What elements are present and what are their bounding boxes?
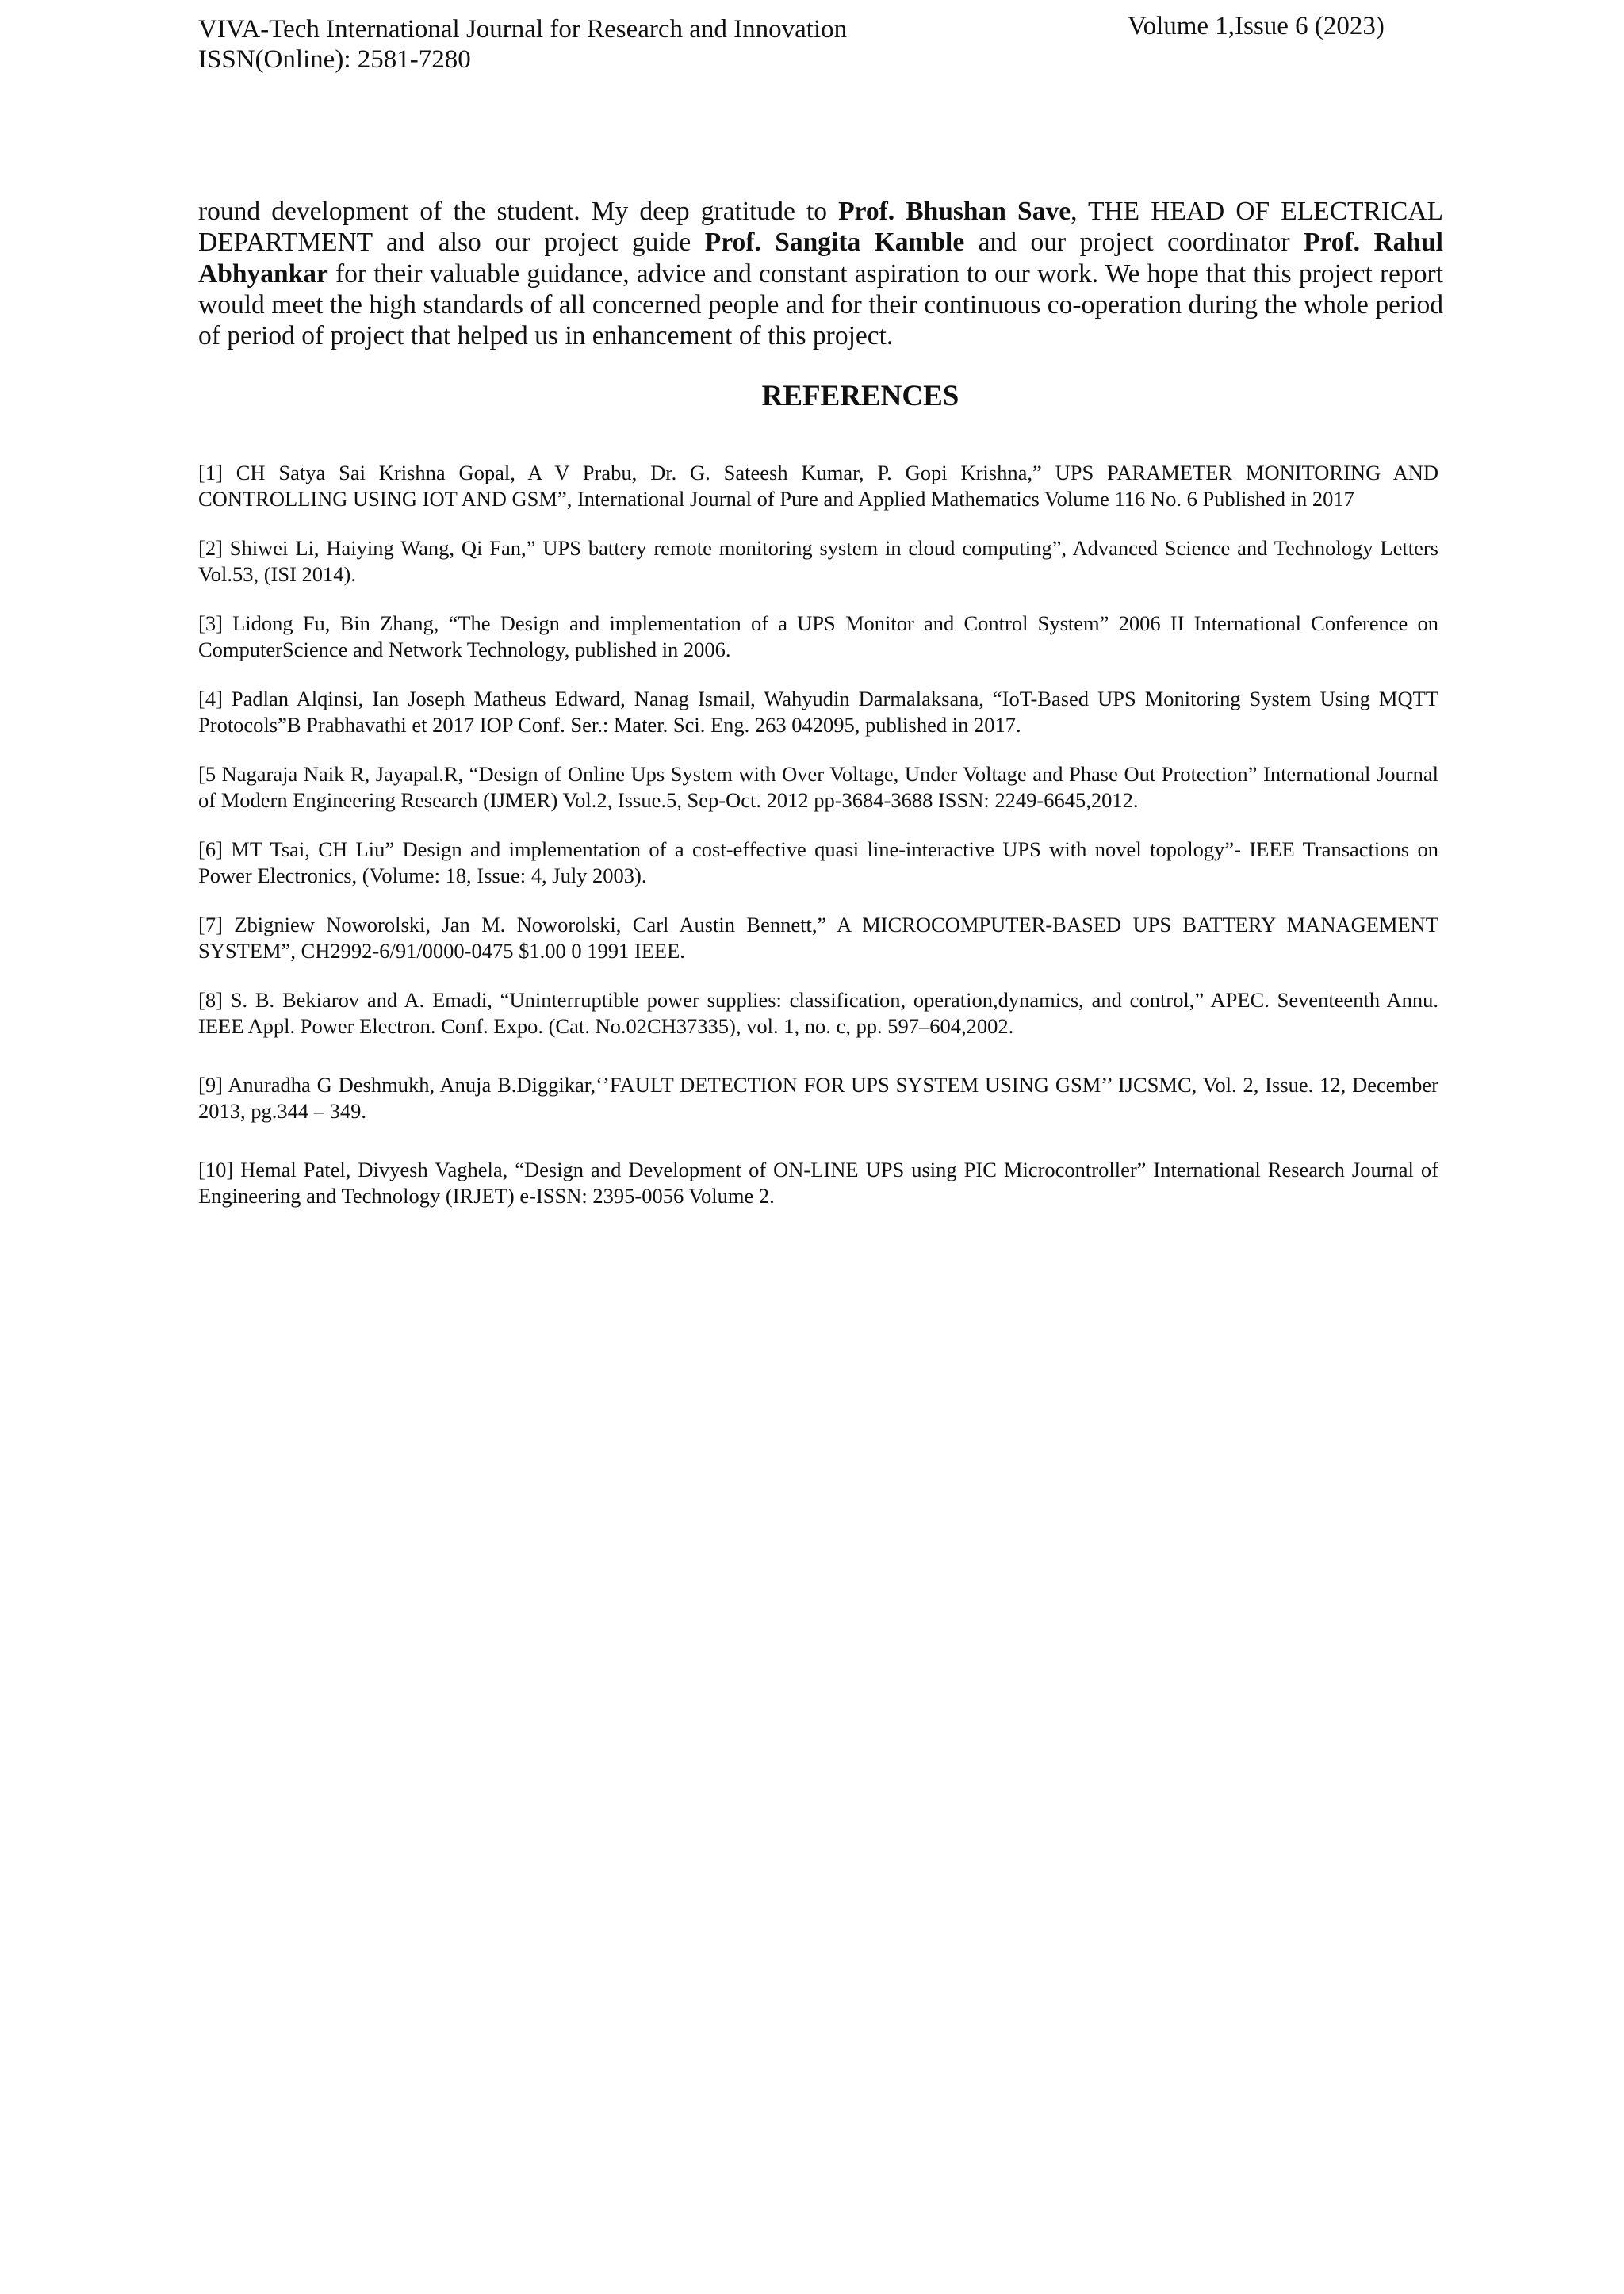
ack-text-4: for their valuable guidance, advice and constant aspiration to our work. We hope that this project report would meet the high standards of all concerned people and for their continuous co-operation during the whole period of period of project that helped us in enhancement of this project. [198,259,1443,351]
references-list [198,460,1438,1232]
ack-text-2: , THE HEAD OF ELECTRICAL DEPARTMENT and also our project guide [198,197,1443,258]
ack-text-1: round development of the student. My deep gratitude to [198,197,839,226]
acknowledgement-paragraph [198,196,1443,351]
reference-item-5: [5 Nagaraja Naik R, Jayapal.R, “Design of Online Ups System with Over Voltage, Under Voltage and Phase Out Protection” International Journal of Modern Engineering Research (IJMER) Vol.2, Issue.5, Sep-Oct. 2012 pp-3684-3688 ISSN: 2249-6645,2012. [198,762,1438,812]
reference-item-9: [9] Anuradha G Deshmukh, Anuja B.Diggikar,‘’FAULT DETECTION FOR UPS SYSTEM USING GSM’’ IJCSMC, Vol. 2, Issue. 12, December 2013, pg.344 – 349. [198,1073,1438,1123]
ack-name-2: Prof. Sangita Kamble [704,228,965,258]
ack-name-1: Prof. Bhushan Save [838,197,1071,226]
reference-item-4: [4] Padlan Alqinsi, Ian Joseph Matheus Edward, Nanag Ismail, Wahyudin Darmalaksana, “IoT-Based UPS Monitoring System Using MQTT Protocols”B Prabhavathi et 2017 IOP Conf. Ser.: Mater. Sci. Eng. 263 042095, published in 2017. [198,687,1438,737]
journal-title: VIVA-Tech International Journal for Research and Innovation [198,15,848,44]
journal-volume: Volume 1,Issue 6 (2023) [1128,12,1385,40]
reference-item-1: [1] CH Satya Sai Krishna Gopal, A V Prabu, Dr. G. Sateesh Kumar, P. Gopi Krishna,” UPS PARAMETER MONITORING AND CONTROLLING USING IOT AND GSM”, International Journal of Pure and Applied Mathematics Volume 116 No. 6 Published in 2017 [198,461,1438,511]
reference-item-6: [6] MT Tsai, CH Liu” Design and implementation of a cost-effective quasi line-interactive UPS with novel topology”- IEEE Transactions on Power Electronics, (Volume: 18, Issue: 4, July 2003). [198,837,1438,887]
ack-text-3: and our project coordinator [964,228,1304,258]
references-heading: REFERENCES [761,380,959,412]
page-header [198,11,1402,75]
reference-item-2: [2] Shiwei Li, Haiying Wang, Qi Fan,” UPS battery remote monitoring system in cloud computing”, Advanced Science and Technology Letters Vol.53, (ISI 2014). [198,536,1438,586]
reference-item-8: [8] S. B. Bekiarov and A. Emadi, “Uninterruptible power supplies: classification, operation,dynamics, and control,” APEC. Seventeenth Annu. IEEE Appl. Power Electron. Conf. Expo. (Cat. No.02CH37335), vol. 1, no. c, pp. 597–604,2002. [198,988,1438,1038]
ack-name-3: Prof. Rahul Abhyankar [198,228,1443,289]
reference-item-3: [3] Lidong Fu, Bin Zhang, “The Design and implementation of a UPS Monitor and Control System” 2006 II International Conference on ComputerScience and Network Technology, published in 2006. [198,611,1438,661]
journal-info [198,14,847,75]
journal-issn: ISSN(Online): 2581-7280 [198,45,471,74]
reference-item-10: [10] Hemal Patel, Divyesh Vaghela, “Design and Development of ON-LINE UPS using PIC Microcontroller” International Research Journal of Engineering and Technology (IRJET) e-ISSN: 2395-0056 Volume 2. [198,1158,1438,1208]
reference-item-7: [7] Zbigniew Noworolski, Jan M. Noworolski, Carl Austin Bennett,” A MICROCOMPUTER-BASED UPS BATTERY MANAGEMENT SYSTEM”, CH2992-6/91/0000-0475 $1.00 0 1991 IEEE. [198,913,1438,963]
